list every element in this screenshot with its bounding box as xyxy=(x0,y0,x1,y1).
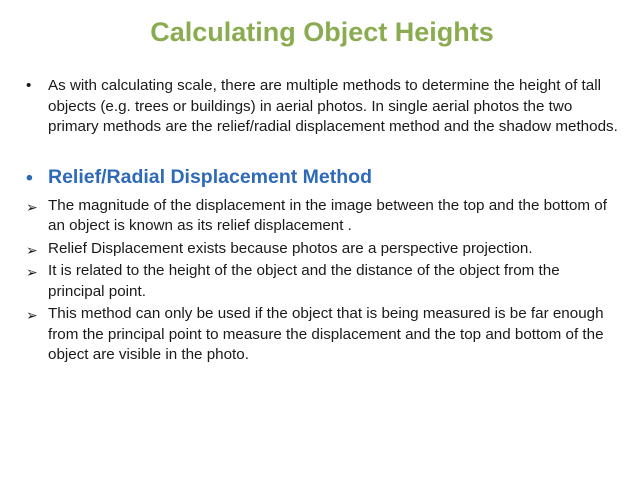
list-item-text: It is related to the height of the object and the distance of the object from the principal point. xyxy=(48,262,560,300)
intro-bullet xyxy=(26,76,618,138)
arrow-bullet-icon: ➢ xyxy=(26,241,38,258)
section-heading xyxy=(26,165,618,189)
bullet-dot-icon: • xyxy=(26,166,33,189)
arrow-bullet-icon: ➢ xyxy=(26,307,38,323)
arrow-bullet-icon: ➢ xyxy=(26,198,38,215)
intro-text: As with calculating scale, there are multiple methods to determine the height of tall objects (e.g. trees or buildings) in aerial photos. In single aerial photos the two primary methods are the relief/radial displacement method and the shadow methods. xyxy=(48,77,618,135)
list-item-text: The magnitude of the displacement in the image between the top and the bottom of an object is known as its relief displacement . xyxy=(48,196,607,234)
list-item xyxy=(26,261,618,302)
list-item-text: Relief Displacement exists because photos are a perspective projection. xyxy=(48,239,533,257)
slide-title: Calculating Object Heights xyxy=(150,17,494,47)
list-item xyxy=(26,304,618,366)
list-item xyxy=(26,196,618,237)
list-item xyxy=(26,239,618,260)
arrow-bullet-icon: ➢ xyxy=(26,264,38,280)
section-heading-text: Relief/Radial Displacement Method xyxy=(48,165,372,188)
list-item-text: This method can only be used if the object that is being measured is be far enough from the principal point to measure the displacement and the top and bottom of the object are visible in the photo. xyxy=(48,305,604,363)
bullet-dot-icon: • xyxy=(26,77,32,94)
